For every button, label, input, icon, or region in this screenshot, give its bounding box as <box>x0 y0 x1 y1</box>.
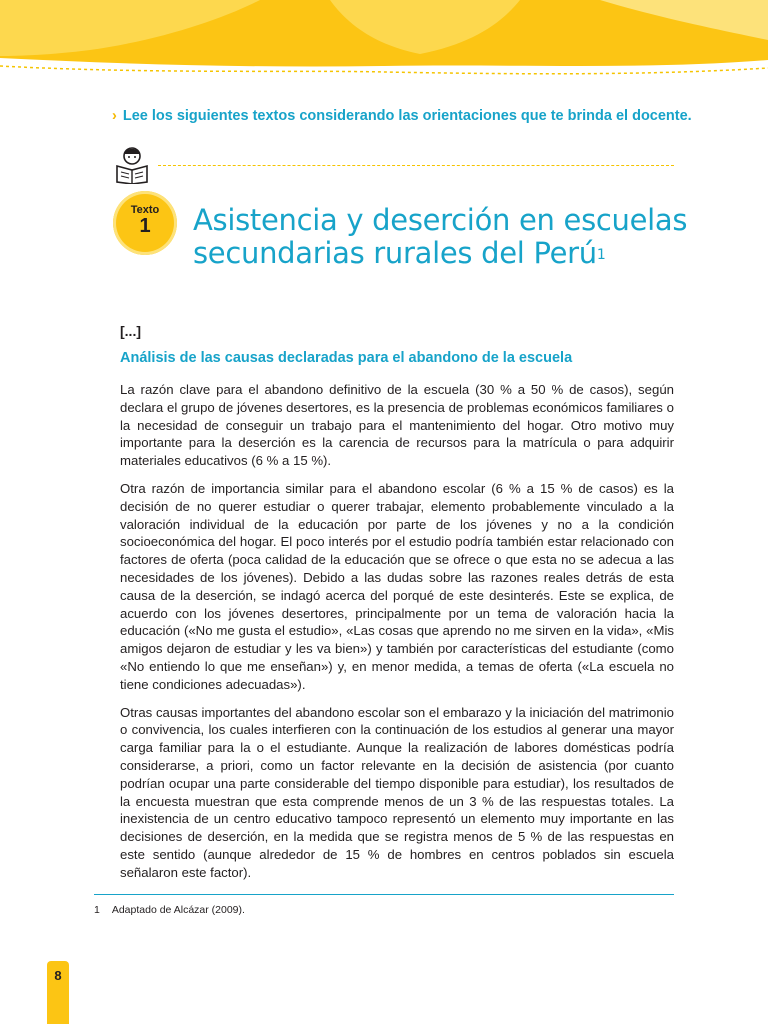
section-title-line2-text: secundarias rurales del Perú <box>193 236 597 270</box>
subheading: Análisis de las causas declaradas para el abandono de la escuela <box>120 350 573 366</box>
footnote-rule <box>94 894 674 895</box>
page-number-tab <box>47 961 69 1024</box>
paragraph: La razón clave para el abandono definitivo de la escuela (30 % a 50 % de casos), según declara el grupo de jóvenes desertores, es la presencia de problemas económicos familiares o la necesidad de conseguir un trabajo para el mantenimiento del hogar. Otro motivo muy importante para la deserción es la carencia de recursos para la matrícula o para adquirir materiales educativos (6 % a 15 %). <box>120 382 674 469</box>
page-number: 8 <box>54 968 62 983</box>
paragraph: Otras causas importantes del abandono escolar son el embarazo y la iniciación del matrimonio o convivencia, los cuales interfieren con la continuación de los estudios al generar una mayor carga familiar para la o el estudiante. Aunque la realización de labores domésticas podría considerarse, a priori, como un factor relevante en la decisión de asistencia (por cuanto podrían ocupar una parte considerable del tiempo disponible para estudiar), los resultados de la encuesta muestran que esta comprende menos de un 3 % de las respuestas totales. La inexistencia de un centro educativo tampoco representó un elemento muy importante en las decisiones de deserción, en la medida que se registra menos de 5 % de las respuestas en este sentido (aunque alrededor de 15 % de hombres en centros poblados sin escuela señalaron este factor). <box>120 704 674 880</box>
footnote-number: 1 <box>94 904 100 916</box>
footnote-text: Adaptado de Alcázar (2009). <box>111 904 245 916</box>
section-title-line1: Asistencia y deserción en escuelas <box>193 203 688 237</box>
text-number-badge <box>113 191 177 255</box>
section-title <box>193 204 713 270</box>
section-title-line2 <box>193 237 713 270</box>
paragraph: Otra razón de importancia similar para el abandono escolar (6 % a 15 % de casos) es la decisión de no querer estudiar o querer trabajar, elemento probablemente vinculado a la valoración individual de la educación por parte de los jóvenes y no a la condición socioeconómica del hogar. El poco interés por el estudio podría también estar relacionado con factores de oferta (poca calidad de la educación que se ofrece o que esta no se adecua a las necesidades de los jóvenes). Debido a las dudas sobre las razones reales detrás de esta causa de la deserción, se indagó acerca del porqué de este desinterés. Este se explica, de acuerdo con los jóvenes desertores, principalmente por un tema de valoración hacia la educación («No me gusta el estudio», «Las cosas que aprendo no me sirven en la vida», «Mis amigos dejaron de estudiar y les va bien») y también por características del estudiante (como «No entiendo lo que me enseñan») y, en menor medida, a temas de oferta («La escuela no tiene condiciones adecuadas»). <box>120 480 674 692</box>
reader-icon <box>113 144 151 184</box>
footnote <box>94 904 245 916</box>
instruction-line <box>112 108 712 124</box>
badge-label: Texto <box>130 204 160 216</box>
body-text <box>120 381 674 892</box>
section-divider <box>158 165 674 166</box>
instruction-text: Lee los siguientes textos considerando las orientaciones que te brinda el docente. <box>122 108 692 124</box>
badge-number: 1 <box>139 215 151 237</box>
decorative-header-band <box>0 0 768 82</box>
chevron-right-icon: › <box>112 108 117 124</box>
omission-marker: [...] <box>120 323 141 339</box>
footnote-reference: 1 <box>596 247 606 263</box>
